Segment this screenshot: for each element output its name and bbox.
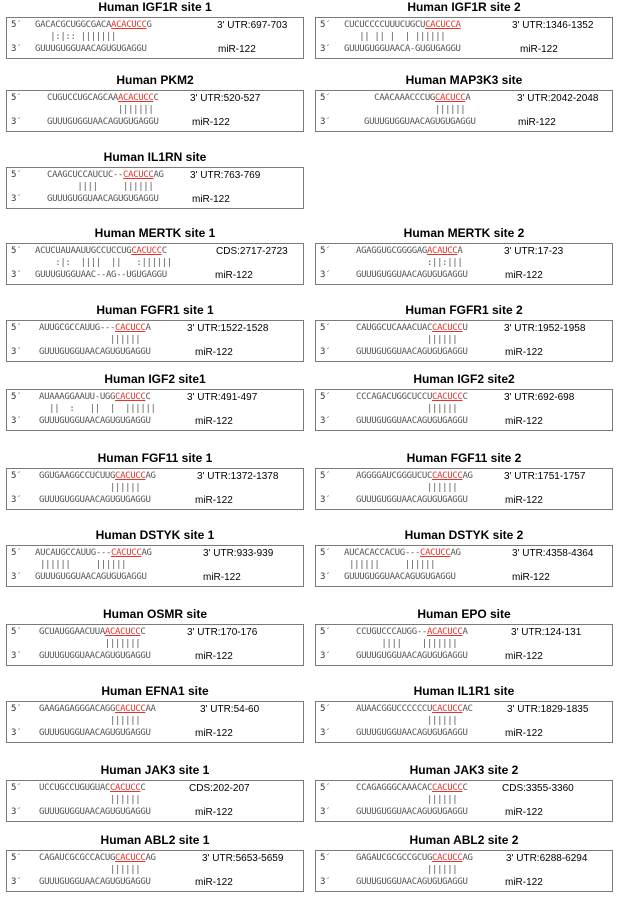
three-prime-label: 3′ [320,572,331,582]
target-flank-3: A [462,627,468,637]
target-flank-3: C [153,93,159,103]
site-position: 3' UTR:1751-1757 [504,471,586,482]
site-title: Human FGF11 site 1 [97,451,213,465]
three-prime-label: 3′ [320,44,331,54]
site-panel-20 [6,763,304,820]
three-prime-label: 3′ [320,495,331,505]
mirna-sequence: GUUUGUGGUAACAGUGUGAGGU [356,416,468,426]
site-position: 3' UTR:763-769 [190,170,261,181]
site-position: CDS:202-207 [189,783,250,794]
site-position: 3' UTR:2042-2048 [517,93,599,104]
site-title: Human ABL2 site 2 [409,833,519,847]
target-sequence [39,323,151,334]
target-flank-5: CUCUCCCCUUUCUGCU [344,20,426,30]
three-prime-label: 3′ [320,728,331,738]
target-flank-3: AG [462,471,473,481]
mirna-label: miR-122 [505,495,543,506]
seed-match: ACACUCC [426,627,463,637]
target-flank-5: AUUGCGCCAUUG--- [39,323,116,333]
target-flank-3: AA [145,704,156,714]
site-position: 3' UTR:5653-5659 [202,853,284,864]
seed-match: CACUCC [109,783,141,793]
site-panel-9 [315,303,613,360]
site-title: Human IGF2 site1 [104,372,206,386]
site-title: Human FGFR1 site 2 [405,303,523,317]
target-sequence [35,548,152,559]
pairing-line: |||||| [356,335,458,345]
pairing-line: ||||||| [47,105,154,115]
pairing-line: |||||| |||||| [344,560,436,570]
target-sequence [356,471,473,482]
mirna-sequence: GUUUGUGGUAACAGUGUGAGGU [356,347,468,357]
mirna-label: miR-122 [218,44,256,55]
seed-match: CACUCC [432,783,463,793]
alignment-box [315,90,613,132]
site-title: Human IGF1R site 1 [98,0,212,14]
target-flank-5: AGAGGUGCGGGGAG [356,246,427,256]
site-panel-23 [315,833,613,890]
site-panel-4 [315,73,613,130]
site-position: 3' UTR:697-703 [217,20,288,31]
seed-match: CACUCC [432,471,463,481]
site-panel-5 [6,150,304,207]
mirna-label: miR-122 [195,877,233,888]
site-position: 3' UTR:1372-1378 [197,471,279,482]
alignment-box [6,850,304,892]
site-panel-15 [315,528,613,585]
target-flank-3: AC [462,704,473,714]
target-flank-5: GACACGCUGGCGACA [35,20,112,30]
site-position: 3' UTR:54-60 [200,704,260,715]
target-flank-5: GGUGAAGGCCUCUUG [39,471,116,481]
target-flank-5: CAACAAACCCUG [364,93,435,103]
target-sequence [356,853,473,864]
pairing-line: |||||| [39,483,141,493]
three-prime-label: 3′ [11,495,22,505]
mirna-sequence: GUUUGUGGUAACAGUGUGAGGU [356,877,468,887]
mirna-label: miR-122 [518,117,556,128]
five-prime-label: 5′ [320,471,331,481]
target-flank-5: CCAGAGGGCAAACAC [356,783,433,793]
alignment-box [315,545,613,587]
alignment-box [315,320,613,362]
seed-match: CACUCC [420,548,451,558]
pairing-line: |||| ||||||| [356,639,458,649]
pairing-line: |||||| [39,795,141,805]
pairing-line: |||||| [364,105,466,115]
three-prime-label: 3′ [11,807,22,817]
seed-match: CACUCCA [425,20,461,30]
seed-match: CACUCC [115,471,146,481]
alignment-box [6,624,304,666]
site-position: 3' UTR:1829-1835 [507,704,589,715]
mirna-sequence: GUUUGUGGUAACA-GUGUGAGGU [344,44,461,54]
site-title: Human EFNA1 site [101,684,209,698]
three-prime-label: 3′ [320,117,331,127]
site-title: Human MERTK site 2 [403,226,525,240]
target-flank-5: AUAACGGUCCCCCCU [356,704,433,714]
target-sequence [356,246,462,257]
site-position: 3' UTR:491-497 [187,392,258,403]
pairing-line: |||||| [39,865,141,875]
site-title: Human DSTYK site 1 [95,528,215,542]
target-flank-5: UCCUGCCUGUGUAC [39,783,110,793]
target-flank-3: AG [141,548,152,558]
mirna-label: miR-122 [195,347,233,358]
mirna-sequence: GUUUGUGGUAACAGUGUGAGGU [356,495,468,505]
five-prime-label: 5′ [11,246,22,256]
three-prime-label: 3′ [320,651,331,661]
mirna-sequence: GUUUGUGGUAACAGUGUGAGGU [39,807,151,817]
alignment-box [315,701,613,743]
three-prime-label: 3′ [11,44,22,54]
site-position: 3' UTR:1952-1958 [504,323,586,334]
pairing-line: :|: |||| || :|||||| [35,258,172,268]
target-sequence [356,392,468,403]
five-prime-label: 5′ [11,392,22,402]
pairing-line: |||| |||||| [47,182,154,192]
seed-match: CACUCC [432,392,463,402]
target-sequence [35,20,152,31]
target-flank-5: CCUGUCCCAUGG-- [356,627,427,637]
seed-match: ACAUCC [426,246,458,256]
target-flank-5: GAGAUCGCGCCGCUG [356,853,433,863]
alignment-box [315,243,613,285]
five-prime-label: 5′ [11,20,22,30]
site-panel-21 [315,763,613,820]
seed-match: CACUCC [432,853,463,863]
five-prime-label: 5′ [11,170,22,180]
seed-match: CACUCC [115,323,146,333]
seed-match: CACUCC [115,853,146,863]
target-flank-3: C [145,392,151,402]
site-position: 3' UTR:6288-6294 [506,853,588,864]
target-flank-5: GCUAUGGAACUUA [39,627,105,637]
seed-match: CACUCC [434,93,466,103]
target-sequence [344,20,461,31]
site-title: Human IL1RN site [103,150,207,164]
site-title: Human EPO site [417,607,511,621]
site-position: 3' UTR:1346-1352 [512,20,594,31]
site-position: 3' UTR:124-131 [511,627,582,638]
mirna-label: miR-122 [195,728,233,739]
site-panel-6 [6,226,304,283]
mirna-label: miR-122 [505,651,543,662]
pairing-line: |||||| [356,716,458,726]
mirna-label: miR-122 [195,807,233,818]
mirna-label: miR-122 [195,416,233,427]
target-sequence [39,627,145,638]
mirna-label: miR-122 [505,877,543,888]
target-flank-5: GAAGAGAGGGACAGG [39,704,116,714]
five-prime-label: 5′ [11,627,22,637]
mirna-sequence: GUUUGUGGUAACAGUGUGAGGU [356,270,468,280]
three-prime-label: 3′ [11,347,22,357]
pairing-line: |||||| [356,404,458,414]
mirna-label: miR-122 [215,270,253,281]
target-flank-3: AG [462,853,473,863]
five-prime-label: 5′ [320,627,331,637]
site-position: 3' UTR:17-23 [504,246,564,257]
target-flank-5: CAAGCUCCAUCUC-- [47,170,124,180]
five-prime-label: 5′ [11,323,22,333]
seed-match: CACUCC [115,704,146,714]
three-prime-label: 3′ [11,877,22,887]
site-position: CDS:3355-3360 [502,783,574,794]
alignment-box [6,320,304,362]
site-position: 3' UTR:1522-1528 [187,323,269,334]
site-panel-1 [6,0,304,57]
alignment-box [6,17,304,59]
mirna-label: miR-122 [520,44,558,55]
target-flank-5: CAUGGCUCAAACUAC [356,323,433,333]
target-sequence [356,704,473,715]
site-panel-16 [6,607,304,664]
mirna-label: miR-122 [505,347,543,358]
alignment-box [315,780,613,822]
site-position: CDS:2717-2723 [216,246,288,257]
target-flank-3: AG [145,471,156,481]
pairing-line: |||||| [39,716,141,726]
three-prime-label: 3′ [11,572,22,582]
three-prime-label: 3′ [11,728,22,738]
target-flank-5: CCCAGACUGGCUCCU [356,392,433,402]
site-panel-3 [6,73,304,130]
five-prime-label: 5′ [11,548,22,558]
mirna-sequence: GUUUGUGGUAACAGUGUGAGGU [39,877,151,887]
three-prime-label: 3′ [11,117,22,127]
five-prime-label: 5′ [320,548,331,558]
target-flank-3: C [462,392,468,402]
site-panel-17 [315,607,613,664]
site-position: 3' UTR:520-527 [190,93,261,104]
mirna-label: miR-122 [505,416,543,427]
site-title: Human FGFR1 site 1 [96,303,214,317]
seed-match: ACACUCC [117,93,154,103]
site-panel-19 [315,684,613,741]
target-flank-3: C [140,783,146,793]
target-sequence [39,392,151,403]
mirna-sequence: GUUUGUGGUAACAGUGUGAGGU [39,495,151,505]
three-prime-label: 3′ [11,194,22,204]
mirna-label: miR-122 [195,495,233,506]
site-position: 3' UTR:692-698 [504,392,575,403]
site-panel-7 [315,226,613,283]
target-flank-5: ACUCUAUAAUUGCCUCCUG [35,246,132,256]
site-panel-10 [6,372,304,429]
alignment-box [6,167,304,209]
target-flank-5: CUGUCCUGCAGCAA [47,93,118,103]
target-flank-3: A [145,323,151,333]
site-title: Human PKM2 [116,73,194,87]
target-flank-5: AUAAAGGAAUU-UGG [39,392,116,402]
mirna-sequence: GUUUGUGGUAACAGUGUGAGGU [39,651,151,661]
mirna-label: miR-122 [203,572,241,583]
seed-match: ACACUCC [111,20,147,30]
alignment-box [315,468,613,510]
site-title: Human OSMR site [102,607,207,621]
mirna-label: miR-122 [192,194,230,205]
pairing-line: |||||| [356,795,458,805]
alignment-box [6,389,304,431]
target-sequence [47,170,164,181]
site-panel-13 [315,451,613,508]
three-prime-label: 3′ [320,270,331,280]
alignment-box [6,90,304,132]
site-title: Human IGF2 site2 [413,372,515,386]
alignment-box [315,624,613,666]
mirna-label: miR-122 [505,728,543,739]
target-flank-3: A [457,246,463,256]
five-prime-label: 5′ [320,93,331,103]
site-position: 3' UTR:170-176 [187,627,258,638]
mirna-label: miR-122 [505,270,543,281]
target-sequence [47,93,159,104]
pairing-line: |||||| [356,865,458,875]
three-prime-label: 3′ [11,416,22,426]
seed-match: CACUCC [131,246,162,256]
five-prime-label: 5′ [320,392,331,402]
site-title: Human MERTK site 1 [94,226,216,240]
pairing-line: || || | | |||||| [344,32,446,42]
three-prime-label: 3′ [11,270,22,280]
target-sequence [39,704,156,715]
three-prime-label: 3′ [320,347,331,357]
alignment-box [6,243,304,285]
mirna-sequence: GUUUGUGGUAACAGUGUGAGGU [356,728,468,738]
target-flank-5: CAGAUCGCGCCACUG [39,853,116,863]
five-prime-label: 5′ [320,704,331,714]
pairing-line: |||||| [39,335,141,345]
mirna-sequence: GUUUGUGGUAACAGUGUGAGGU [35,44,147,54]
site-position: 3' UTR:4358-4364 [512,548,594,559]
pairing-line: |||||| [356,483,458,493]
mirna-sequence: GUUUGUGGUAAC--AG--UGUGAGGU [35,270,167,280]
target-sequence [356,627,468,638]
site-title: Human ABL2 site 1 [100,833,210,847]
mirna-label: miR-122 [505,807,543,818]
target-flank-3: C [462,783,468,793]
pairing-line: ||||||| [39,639,141,649]
target-sequence [344,548,461,559]
site-panel-11 [315,372,613,429]
target-sequence [39,853,156,864]
target-flank-5: AGGGGAUCGGGUCUC [356,471,433,481]
mirna-sequence: GUUUGUGGUAACAGUGUGAGGU [344,572,456,582]
mirna-sequence: GUUUGUGGUAACAGUGUGAGGU [35,572,147,582]
alignment-box [315,17,613,59]
alignment-box [6,468,304,510]
target-flank-3: AG [145,853,156,863]
site-panel-8 [6,303,304,360]
three-prime-label: 3′ [320,877,331,887]
target-sequence [356,783,468,794]
site-panel-22 [6,833,304,890]
mirna-label: miR-122 [192,117,230,128]
target-sequence [39,471,156,482]
site-panel-18 [6,684,304,741]
mirna-sequence: GUUUGUGGUAACAGUGUGAGGU [364,117,476,127]
mirna-sequence: GUUUGUGGUAACAGUGUGAGGU [39,728,151,738]
site-title: Human DSTYK site 2 [404,528,524,542]
pairing-line: |:|:: ||||||| [35,32,117,42]
mirna-sequence: GUUUGUGGUAACAGUGUGAGGU [47,194,159,204]
five-prime-label: 5′ [320,20,331,30]
target-sequence [356,323,468,334]
target-flank-3: A [465,93,471,103]
target-sequence [364,93,470,104]
site-title: Human MAP3K3 site [405,73,523,87]
alignment-box [6,780,304,822]
target-sequence [39,783,145,794]
target-flank-3: U [462,323,468,333]
target-flank-5: AUCACACCACUG--- [344,548,421,558]
target-flank-3: C [140,627,146,637]
mirna-sequence: GUUUGUGGUAACAGUGUGAGGU [356,807,468,817]
five-prime-label: 5′ [320,853,331,863]
three-prime-label: 3′ [320,416,331,426]
target-flank-3: G [146,20,152,30]
site-title: Human IGF1R site 2 [407,0,521,14]
seed-match: ACACUCC [104,627,141,637]
seed-match: CACUCC [115,392,146,402]
five-prime-label: 5′ [11,471,22,481]
mirna-label: miR-122 [512,572,550,583]
target-flank-5: AUCAUGCCAUUG--- [35,548,112,558]
seed-match: CACUCC [432,323,463,333]
pairing-line: || : || | |||||| [39,404,156,414]
site-panel-2 [315,0,613,57]
pairing-line: |||||| |||||| [35,560,127,570]
target-flank-3: AG [153,170,164,180]
alignment-box [6,701,304,743]
five-prime-label: 5′ [11,93,22,103]
five-prime-label: 5′ [320,783,331,793]
mirna-label: miR-122 [195,651,233,662]
alignment-box [315,850,613,892]
five-prime-label: 5′ [11,853,22,863]
five-prime-label: 5′ [11,783,22,793]
site-panel-14 [6,528,304,585]
site-panel-12 [6,451,304,508]
site-position: 3' UTR:933-939 [203,548,274,559]
site-title: Human JAK3 site 2 [409,763,519,777]
seed-match: CACUCC [432,704,463,714]
target-sequence [35,246,167,257]
three-prime-label: 3′ [320,807,331,817]
alignment-box [6,545,304,587]
seed-match: CACUCC [111,548,142,558]
target-flank-3: AG [450,548,461,558]
five-prime-label: 5′ [320,246,331,256]
five-prime-label: 5′ [320,323,331,333]
five-prime-label: 5′ [11,704,22,714]
three-prime-label: 3′ [11,651,22,661]
site-title: Human IL1R1 site [413,684,515,698]
site-title: Human JAK3 site 1 [100,763,210,777]
mirna-sequence: GUUUGUGGUAACAGUGUGAGGU [39,347,151,357]
mirna-sequence: GUUUGUGGUAACAGUGUGAGGU [47,117,159,127]
seed-match: CACUCC [123,170,154,180]
site-title: Human FGF11 site 2 [406,451,522,465]
target-flank-3: C [161,246,167,256]
pairing-line: :||:||| [356,258,463,268]
mirna-sequence: GUUUGUGGUAACAGUGUGAGGU [39,416,151,426]
mirna-sequence: GUUUGUGGUAACAGUGUGAGGU [356,651,468,661]
alignment-box [315,389,613,431]
